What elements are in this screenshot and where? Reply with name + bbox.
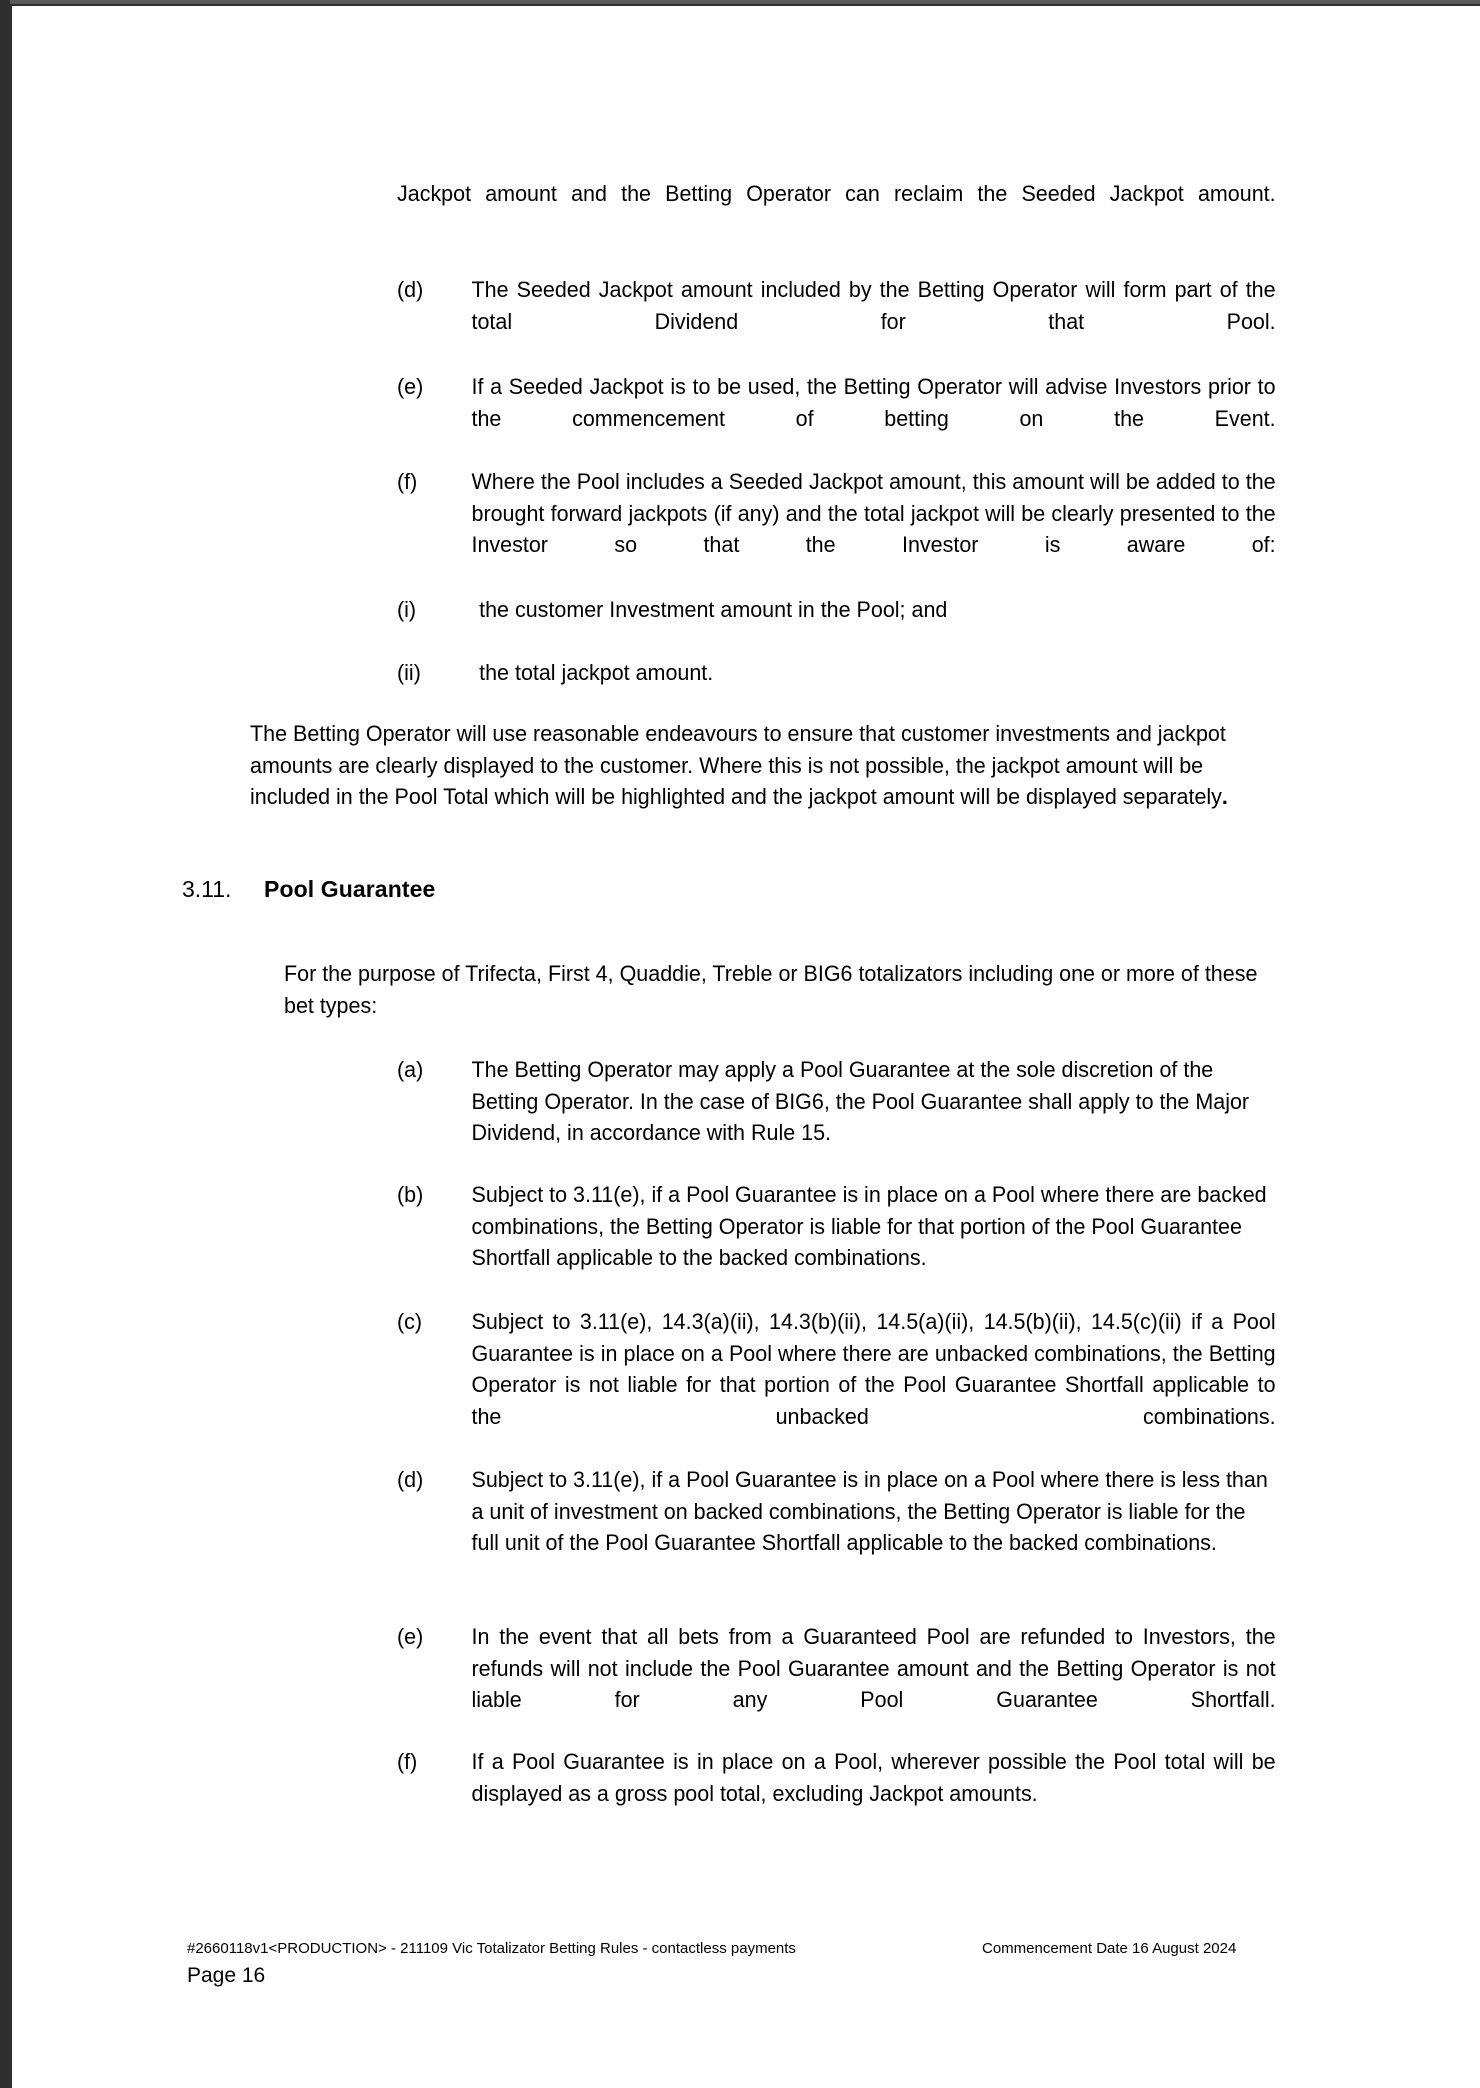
subclause-i-text: the customer Investment amount in the Pool; and — [479, 597, 948, 622]
pg-clause-d-label: (d) — [397, 1467, 424, 1492]
continued-paragraph: Jackpot amount and the Betting Operator can reclaim the Seeded Jackpot amount. — [397, 181, 1276, 206]
subclause-ii — [397, 657, 1276, 689]
pg-clause-d — [397, 1464, 1276, 1559]
pg-clause-b-text: Subject to 3.11(e), if a Pool Guarantee is in place on a Pool where there are backed combinations, the Betting Operator is liable for that portion of the Pool Guarantee Shortfall applicable to the backed combinations. — [471, 1182, 1267, 1270]
clause-d-text: The Seeded Jackpot amount included by the Betting Operator will form part of the total Dividend for that Pool. — [471, 277, 1276, 334]
pg-clause-f — [397, 1746, 1276, 1809]
pg-clause-f-label: (f) — [397, 1749, 418, 1774]
subclause-ii-label: (ii) — [397, 660, 421, 685]
section-heading-3-11 — [182, 874, 1282, 904]
pg-clause-e — [397, 1621, 1276, 1747]
pg-clause-a-text: The Betting Operator may apply a Pool Guarantee at the sole discretion of the Betting Operator. In the case of BIG6, the Pool Guarantee shall apply to the Major Dividend, in accordance with Rule 15. — [471, 1057, 1250, 1145]
subclause-i-label: (i) — [397, 597, 417, 622]
footer-commencement-date: Commencement Date 16 August 2024 — [982, 1940, 1237, 1957]
page-footer — [187, 1936, 1377, 1987]
document-page — [12, 6, 1480, 2088]
closing-paragraph-text: The Betting Operator will use reasonable endeavours to ensure that customer investments and jackpot amounts are clearly displayed to the customer. Where this is not possible, the jackpot amount will be included in the Pool Total which will be highlighted and the jackpot amount will be displayed separately — [250, 721, 1226, 809]
closing-paragraph — [250, 718, 1264, 813]
clause-f-label: (f) — [397, 469, 418, 494]
section-intro: For the purpose of Trifecta, First 4, Quaddie, Treble or BIG6 totalizators including one or more of these bet types: — [284, 961, 1258, 1018]
pg-clause-f-text: If a Pool Guarantee is in place on a Pool, wherever possible the Pool total will be displayed as a gross pool total, excluding Jackpot amounts. — [471, 1749, 1276, 1806]
clause-f-text: Where the Pool includes a Seeded Jackpot amount, this amount will be added to the brought forward jackpots (if any) and the total jackpot will be clearly presented to the Investor so that the Investor is aware of: — [471, 469, 1276, 557]
footer-row — [187, 1936, 1377, 1962]
clause-e — [397, 371, 1276, 466]
pg-clause-a — [397, 1054, 1276, 1149]
pg-clause-c-label: (c) — [397, 1309, 423, 1334]
pg-clause-b-label: (b) — [397, 1182, 424, 1207]
pg-clause-a-label: (a) — [397, 1057, 424, 1082]
clause-d-label: (d) — [397, 277, 424, 302]
subclause-i — [397, 594, 1276, 626]
pg-clause-b — [397, 1179, 1276, 1274]
clause-d — [397, 274, 1276, 369]
pg-clause-e-text: In the event that all bets from a Guaranteed Pool are refunded to Investors, the refunds will not include the Pool Guarantee amount and the Betting Operator is not liable for any Pool Guarantee Shortfall. — [471, 1624, 1276, 1712]
pg-clause-d-text: Subject to 3.11(e), if a Pool Guarantee is in place on a Pool where there is less than a unit of investment on backed combinations, the Betting Operator is liable for the full unit of the Pool Guarantee Shortfall applicable to the backed combinations. — [471, 1467, 1268, 1555]
pg-clause-c — [397, 1306, 1276, 1464]
pg-clause-e-label: (e) — [397, 1624, 424, 1649]
pg-clause-c-text: Subject to 3.11(e), 14.3(a)(ii), 14.3(b)(ii), 14.5(a)(ii), 14.5(b)(ii), 14.5(c)(ii) if a Pool Guarantee is in place on a Pool where there are unbacked combinations, the Betting Operator is not liable for that portion of the Pool Guarantee Shortfall applicable to the unbacked combinations. — [471, 1309, 1276, 1429]
footer-document-reference: #2660118v1<PRODUCTION> - 211109 Vic Totalizator Betting Rules - contactless payments — [187, 1940, 796, 1957]
clause-e-text: If a Seeded Jackpot is to be used, the Betting Operator will advise Investors prior to the commencement of betting on the Event. — [471, 374, 1276, 431]
clause-f — [397, 466, 1276, 592]
section-number: 3.11. — [182, 876, 232, 902]
section-title: Pool Guarantee — [264, 876, 436, 902]
clause-e-label: (e) — [397, 374, 424, 399]
page-top-edge — [10, 0, 1480, 4]
subclause-ii-text: the total jackpot amount. — [479, 660, 714, 685]
page-number: Page 16 — [187, 1964, 266, 1987]
closing-paragraph-end: . — [1221, 784, 1228, 809]
